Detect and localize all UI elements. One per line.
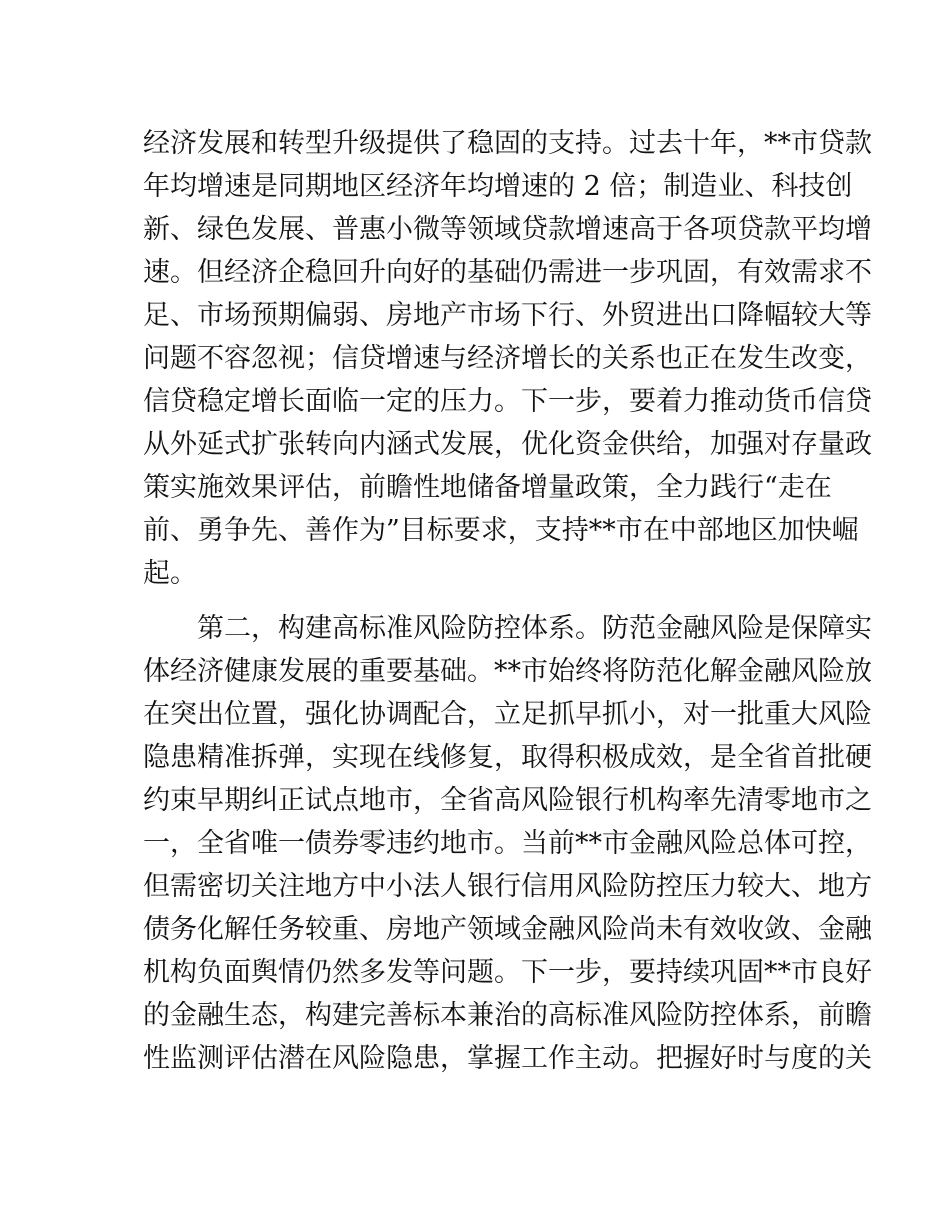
paragraph-line: 性监测评估潜在风险隐患，掌握工作主动。把握好时与度的关 <box>143 1043 872 1074</box>
paragraph-line: 一，全省唯一债券零违约地市。当前**市金融风险总体可控， <box>143 828 872 859</box>
paragraph-line: 债务化解任务较重、房地产领域金融风险尚未有效收敛、金融 <box>143 914 872 945</box>
paragraph-line: 第二，构建高标准风险防控体系。防范金融风险是保障实 <box>197 613 872 644</box>
paragraph-line: 信贷稳定增长面临一定的压力。下一步，要着力推动货币信贷 <box>143 386 872 417</box>
paragraph-line: 但需密切关注地方中小法人银行信用风险防控压力较大、地方 <box>143 871 872 902</box>
paragraph-line: 速。但经济企稳回升向好的基础仍需进一步巩固，有效需求不 <box>143 257 872 288</box>
paragraph-line: 的金融生态，构建完善标本兼治的高标准风险防控体系，前瞻 <box>143 1000 872 1031</box>
paragraph-line: 经济发展和转型升级提供了稳固的支持。过去十年，**市贷款 <box>143 128 872 159</box>
paragraph-line: 机构负面舆情仍然多发等问题。下一步，要持续巩固**市良好 <box>143 957 872 988</box>
paragraph-line: 问题不容忽视；信贷增速与经济增长的关系也正在发生改变， <box>143 343 872 374</box>
paragraph-line: 足、市场预期偏弱、房地产市场下行、外贸进出口降幅较大等 <box>143 300 872 331</box>
paragraph-line: 从外延式扩张转向内涵式发展，优化资金供给，加强对存量政 <box>143 429 872 460</box>
paragraph-line: 前、勇争先、善作为”目标要求，支持**市在中部地区加快崛 <box>143 515 859 546</box>
paragraph-line: 新、绿色发展、普惠小微等领域贷款增速高于各项贷款平均增 <box>143 214 872 245</box>
paragraph-2 <box>143 607 872 1080</box>
paragraph-line: 隐患精准拆弹，实现在线修复，取得积极成效，是全省首批硬 <box>143 742 872 773</box>
paragraph-line: 体经济健康发展的重要基础。**市始终将防范化解金融风险放 <box>143 656 872 687</box>
paragraph-line: 策实施效果评估，前瞻性地储备增量政策，全力践行“走在 <box>143 472 832 503</box>
paragraph-line: 起。 <box>143 558 197 589</box>
paragraph-1 <box>143 122 872 595</box>
paragraph-line: 约束早期纠正试点地市，全省高风险银行机构率先清零地市之 <box>143 785 872 816</box>
paragraph-line: 年均增速是同期地区经济年均增速的 2 倍；制造业、科技创 <box>143 171 853 202</box>
paragraph-line: 在突出位置，强化协调配合，立足抓早抓小，对一批重大风险 <box>143 699 872 730</box>
